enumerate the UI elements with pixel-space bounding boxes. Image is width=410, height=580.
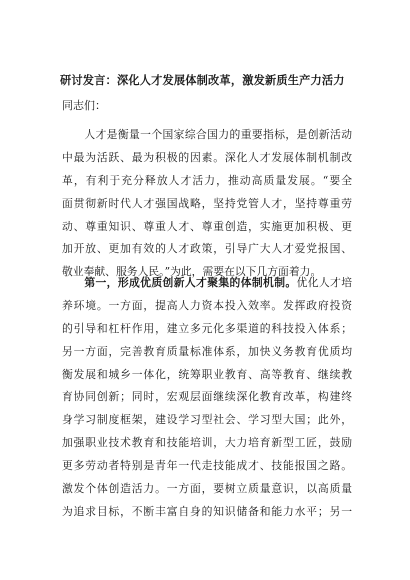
paragraph-line: 革，有利于充分释放人才活力，推动高质量发展。“要全 — [62, 173, 352, 187]
paragraph-line: 加强职业技术教育和技能培训，大力培育新型工匠，鼓励 — [62, 436, 352, 450]
paragraph-line: 的引导和杠杆作用，建立多元化多渠道的科技投入体系； — [62, 321, 352, 335]
paragraph-line: 养环境。一方面，提高人力资本投入效率。发挥政府投资 — [62, 298, 352, 312]
paragraph-line: 更多劳动者特别是青年一代走技能成才、技能报国之路。 — [62, 459, 352, 473]
paragraph-line: 人才是衡量一个国家综合国力的重要指标，是创新活动 — [62, 128, 352, 141]
paragraph-line: 加开放、更加有效的人才政策，引导广大人才爱党报国、 — [62, 242, 352, 256]
paragraph-line: 激发个体创造活力。一方面，要树立质量意识，以高质量 — [62, 482, 352, 496]
paragraph-2 — [62, 272, 352, 524]
paragraph-line: 另一方面，完善教育质量标准体系，加快义务教育优质均 — [62, 344, 352, 358]
paragraph-line: 动、尊重知识、尊重人才、尊重创造，实施更加积极、更 — [62, 219, 352, 233]
section-heading: 第一，形成优质创新人才聚集的体制机制。 — [84, 276, 297, 289]
paragraph-line: 面贯彻新时代人才强国战略，坚持党管人才，坚持尊重劳 — [62, 196, 352, 210]
paragraph-line: 中最为活跃、最为积极的因素。深化人才发展体制机制改 — [62, 150, 352, 164]
heading-continuation: 优化人才培 — [296, 276, 353, 289]
salutation: 同志们： — [62, 99, 106, 112]
paragraph-line: 衡发展和城乡一体化，统筹职业教育、高等教育、继续教 — [62, 367, 352, 381]
paragraph-line: 身学习制度框架，建设学习型社会、学习型大国；此外， — [62, 413, 352, 427]
paragraph-line: 育协同创新；同时，宏观层面继续深化教育改革，构建终 — [62, 390, 352, 404]
paragraph-first-line — [62, 272, 352, 295]
paragraph-line: 为追求目标，不断丰富自身的知识储备和能力水平；另一 — [62, 504, 352, 518]
paragraph-line: 敬业奉献、服务人民。”为此，需要在以下几方面着力。 — [62, 265, 322, 279]
paragraph-1 — [62, 124, 352, 284]
document-title: 研讨发言：深化人才发展体制改革，激发新质生产力活力 — [60, 73, 345, 87]
